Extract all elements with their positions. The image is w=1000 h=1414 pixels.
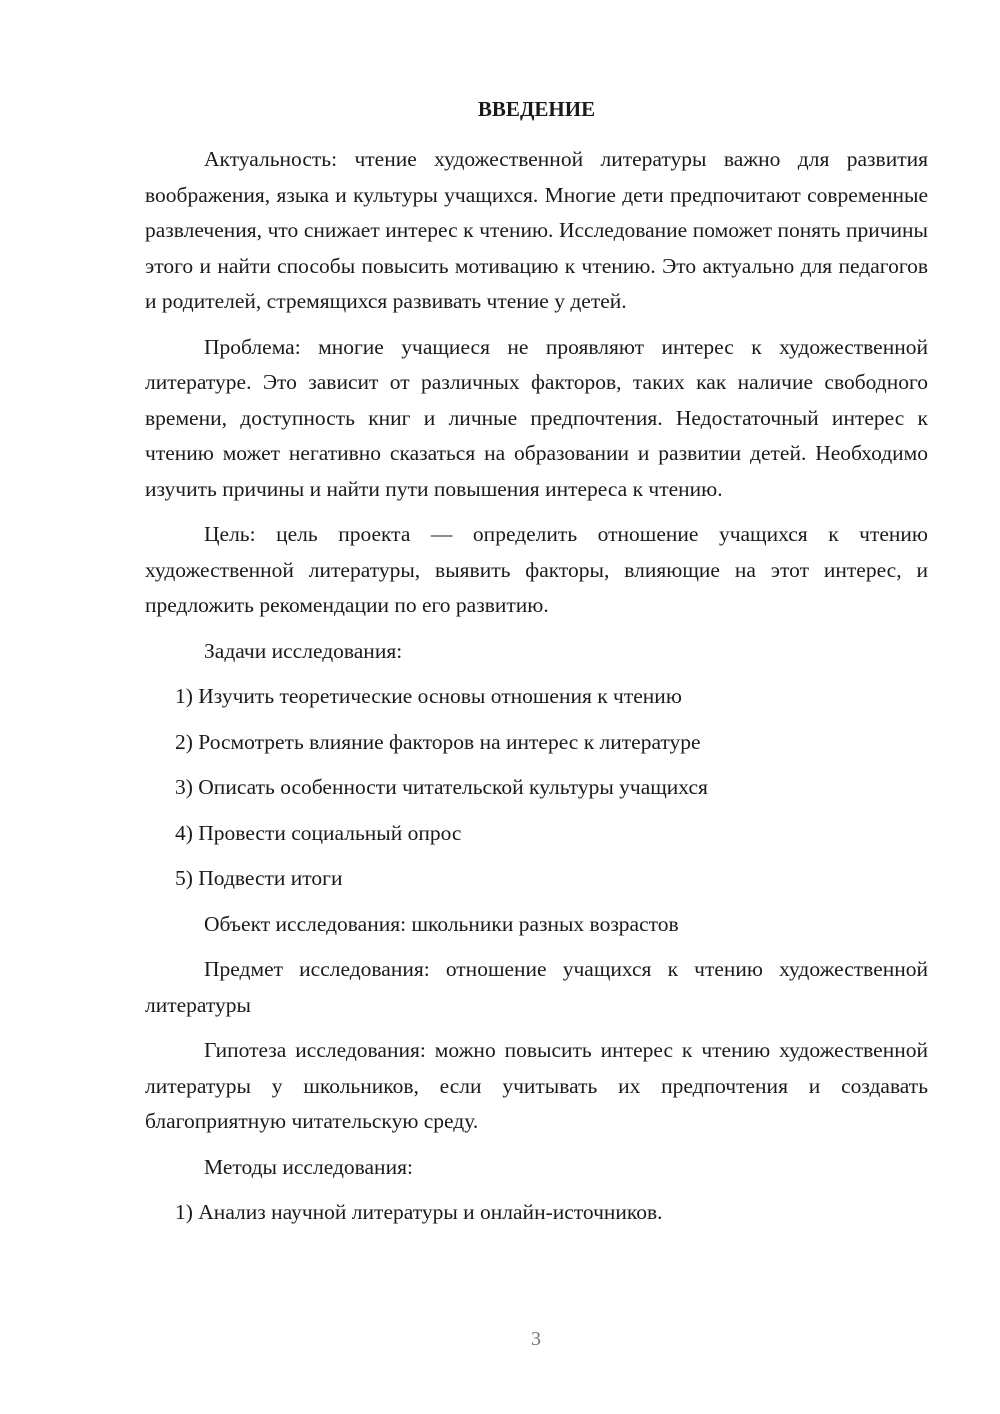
- list-item: 2) Росмотреть влияние факторов на интерес к литературе: [175, 729, 701, 754]
- tasks-title: Задачи исследования:: [204, 638, 403, 663]
- object-paragraph: Объект исследования: школьники разных возрастов: [204, 911, 679, 936]
- list-item: 4) Провести социальный опрос: [175, 820, 462, 845]
- methods-list: [145, 1195, 928, 1231]
- tasks-list: [145, 679, 928, 897]
- list-item: 1) Анализ научной литературы и онлайн-источников.: [175, 1200, 663, 1224]
- problem-paragraph: Проблема: многие учащиеся не проявляют интерес к художественной литературе. Это зависит от различных факторов, таких как наличие свободного времени, доступность книг и личные предпочтения. Недостаточный интерес к чтению может негативно сказаться на образовании и развитии детей. Необходимо изучить причины и найти пути повышения интереса к чтению.: [145, 334, 928, 501]
- relevance-paragraph: Актуальность: чтение художественной литературы важно для развития воображения, языка и культуры учащихся. Многие дети предпочитают современные развлечения, что снижает интерес к чтению. Исследование поможет понять причины этого и найти способы повысить мотивацию к чтению. Это актуально для педагогов и родителей, стремящихся развивать чтение у детей.: [145, 147, 928, 313]
- list-item: 3) Описать особенности читательской культуры учащихся: [175, 775, 708, 799]
- hypothesis-paragraph: Гипотеза исследования: можно повысить интерес к чтению художественной литературы у школьников, если учитывать их предпочтения и создавать благоприятную читательскую среду.: [145, 1038, 928, 1133]
- page-content: [145, 92, 928, 1241]
- subject-paragraph: Предмет исследования: отношение учащихся к чтению художественной литературы: [145, 957, 928, 1017]
- list-item: 1) Изучить теоретические основы отношения к чтению: [175, 684, 682, 708]
- section-heading: ВВЕДЕНИЕ: [477, 97, 596, 121]
- page-number: 3: [531, 1328, 541, 1350]
- methods-title: Методы исследования:: [204, 1154, 413, 1179]
- goal-paragraph: Цель: цель проекта — определить отношение учащихся к чтению художественной литературы, выявить факторы, влияющие на этот интерес, и предложить рекомендации по его развитию.: [145, 522, 928, 617]
- list-item: 5) Подвести итоги: [175, 866, 343, 890]
